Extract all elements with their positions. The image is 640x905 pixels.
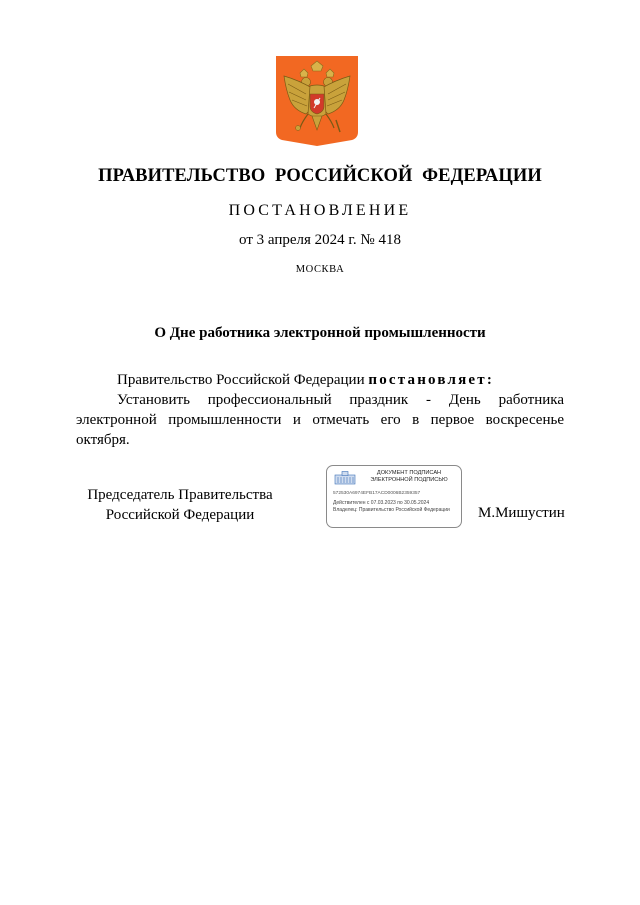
stamp-owner: Владелец: Правительство Российской Федерации <box>333 507 450 513</box>
decree-word: постановляет: <box>368 372 495 388</box>
signer-position-line2: Российской Федерации <box>105 507 255 523</box>
government-title: ПРАВИТЕЛЬСТВО РОССИЙСКОЙ ФЕДЕРАЦИИ <box>98 166 542 186</box>
stamp-title-line2: ЭЛЕКТРОННОЙ ПОДПИСЬЮ <box>370 477 448 483</box>
signer-position-line1: Председатель Правительства <box>87 487 273 503</box>
stamp-validity: Действителен с 07.03.2023 по 30.05.2024 <box>333 500 430 506</box>
document-city: МОСКВА <box>295 264 345 275</box>
stamp-title-line1: ДОКУМЕНТ ПОДПИСАН <box>376 470 442 476</box>
document-date-number: от 3 апреля 2024 г. № 418 <box>239 232 401 248</box>
stamp-serial: 572530A6974EFB17ACD0006B2359357 <box>333 491 421 496</box>
document-subject: О Дне работника электронной промышленности <box>154 325 486 341</box>
document-type: ПОСТАНОВЛЕНИЕ <box>228 202 412 219</box>
body-paragraph: Установить профессиональный праздник - День работника электронной промышленности и отмечать его в первое воскресенье октября. <box>76 392 564 448</box>
stamp-title <box>359 470 459 484</box>
preamble-text: Правительство Российской Федерации <box>117 372 369 388</box>
signer-name: М.Мишустин <box>478 505 565 521</box>
government-building-icon <box>334 471 356 485</box>
preamble-paragraph <box>76 370 564 390</box>
e-signature-stamp <box>326 465 462 528</box>
signer-position <box>60 485 300 525</box>
coat-of-arms-icon <box>276 56 358 146</box>
